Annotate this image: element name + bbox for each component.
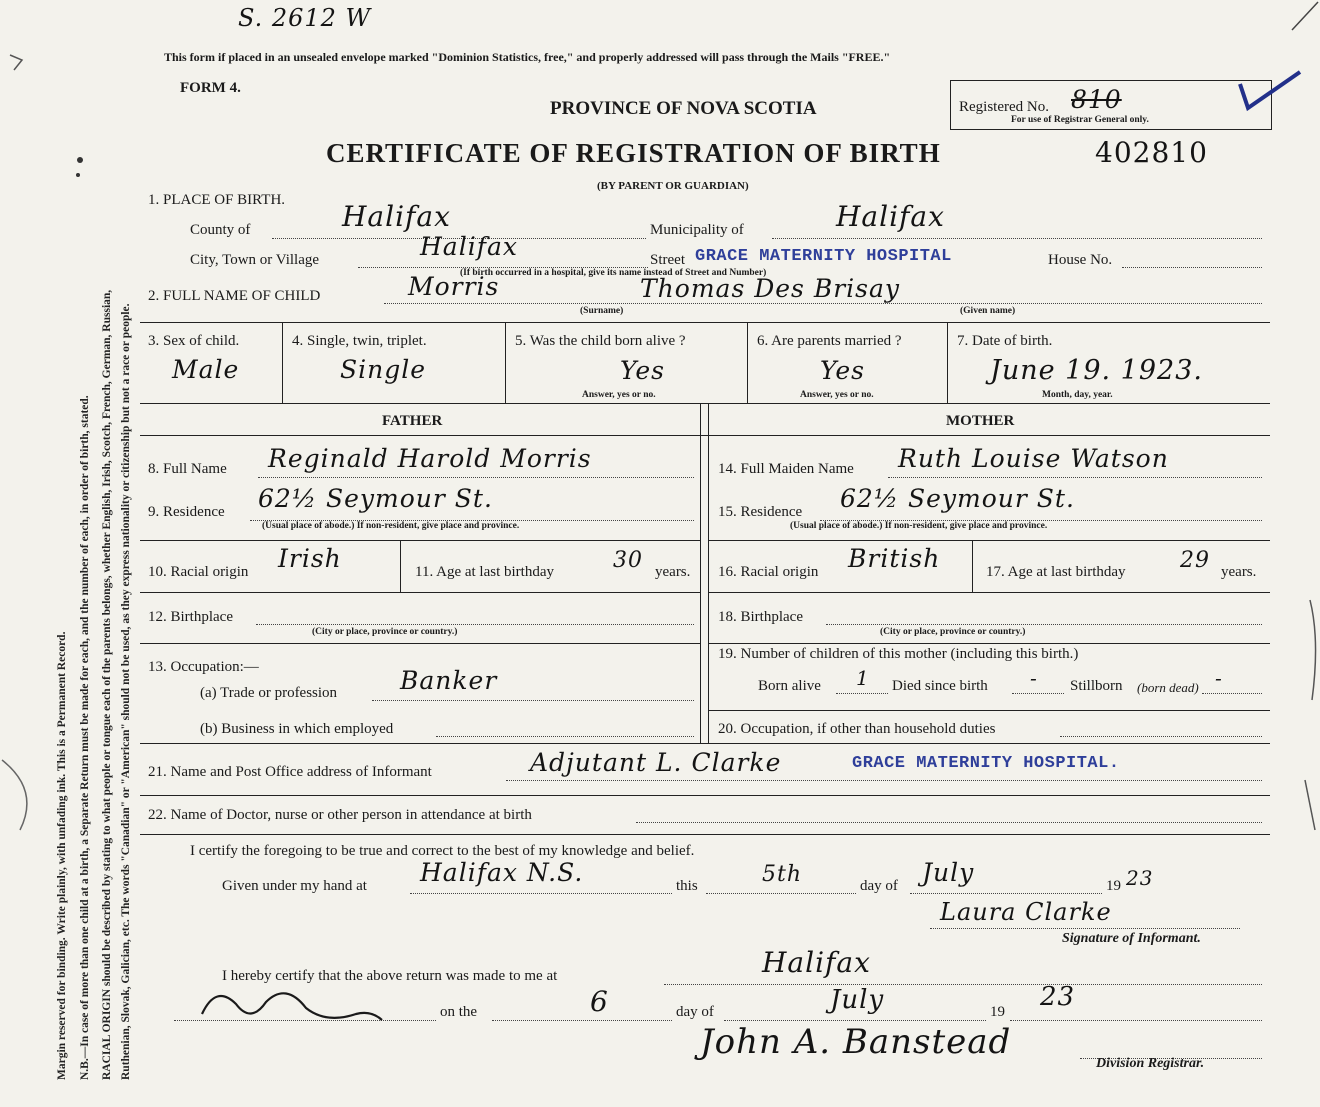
registrar-year: 23	[1040, 982, 1076, 1012]
mother-abode-caption: (Usual place of abode.) If non-resident, give place and province.	[790, 521, 1048, 531]
children-label: 19. Number of children of this mother (including this birth.)	[718, 646, 1079, 662]
mother-name-label: 14. Full Maiden Name	[718, 461, 854, 477]
certificate-title: CERTIFICATE OF REGISTRATION OF BIRTH	[326, 138, 941, 168]
dob-caption: Month, day, year.	[1042, 390, 1113, 400]
given-caption: (Given name)	[960, 306, 1016, 316]
form-number: FORM 4.	[180, 80, 241, 96]
registrar-day: 6	[590, 985, 609, 1018]
margin-note-2: N.B.—In case of more than one child at a birth, a Separate Return must be made for each, and the number of each, in order of birth, stated.	[79, 395, 91, 1080]
dob-value: June 19. 1923.	[990, 355, 1203, 386]
mother-residence: 62½ Seymour St.	[840, 484, 1075, 513]
stillborn-note: (born dead)	[1137, 680, 1199, 695]
surname-caption: (Surname)	[580, 306, 624, 316]
county-value: Halifax	[342, 200, 451, 233]
sex-value: Male	[172, 355, 240, 384]
father-age-label: 11. Age at last birthday	[415, 564, 554, 580]
alive-value: Yes	[620, 356, 665, 385]
informant-label: 21. Name and Post Office address of Informant	[148, 764, 432, 780]
mother-residence-label: 15. Residence	[718, 504, 803, 520]
father-racial: Irish	[278, 544, 342, 573]
punch-marks	[0, 0, 140, 900]
mother-name: Ruth Louise Watson	[898, 444, 1169, 473]
registered-number: 810	[1071, 85, 1122, 114]
county-label: County of	[190, 222, 251, 238]
father-name: Reginald Harold Morris	[268, 444, 592, 473]
hospital-note: (If birth occurred in a hospital, give its name instead of Street and Number)	[460, 268, 767, 278]
trade-label: (a) Trade or profession	[200, 685, 338, 701]
place-heading: 1. PLACE OF BIRTH.	[148, 192, 286, 208]
stillborn-value: -	[1215, 666, 1223, 690]
father-birthplace-label: 12. Birthplace	[148, 609, 233, 625]
child-name-label: 2. FULL NAME OF CHILD	[148, 288, 321, 304]
street-label: Street	[650, 252, 685, 268]
father-occupation-label: 13. Occupation:—	[148, 659, 259, 675]
married-label: 6. Are parents married ?	[757, 333, 902, 349]
doctor-label: 22. Name of Doctor, nurse or other person in attendance at birth	[148, 807, 532, 823]
given-place: Halifax N.S.	[420, 858, 584, 887]
certify-statement: I certify the foregoing to be true and correct to the best of my knowledge and belief.	[190, 843, 695, 859]
city-label: City, Town or Village	[190, 252, 320, 268]
house-label: House No.	[1048, 252, 1113, 268]
registrar-day-of-label: day of	[676, 1004, 714, 1020]
given-day-of-label: day of	[860, 878, 898, 894]
municipality-label: Municipality of	[650, 222, 744, 238]
born-alive-label: Born alive	[758, 678, 821, 694]
margin-note-1: Margin reserved for binding. Write plainly, with unfading ink. This is a Permanent Record.	[56, 631, 68, 1080]
single-value: Single	[340, 355, 427, 384]
mother-birthplace-label: 18. Birthplace	[718, 609, 803, 625]
subtitle: (BY PARENT OR GUARDIAN)	[597, 180, 749, 192]
given-year-prefix: 19	[1106, 878, 1121, 894]
mother-years: years.	[1221, 564, 1257, 580]
mother-age: 29	[1180, 548, 1210, 573]
informant-name: Adjutant L. Clarke	[530, 748, 782, 777]
sex-label: 3. Sex of child.	[148, 333, 240, 349]
registered-label: Registered No.	[959, 99, 1049, 115]
registrar-initials-scribble	[196, 974, 386, 1034]
certificate-number: 402810	[1095, 136, 1208, 169]
alive-label: 5. Was the child born alive ?	[515, 333, 686, 349]
father-residence-label: 9. Residence	[148, 504, 225, 520]
mother-racial-label: 16. Racial origin	[718, 564, 819, 580]
married-value: Yes	[820, 356, 865, 385]
died-value: -	[1030, 666, 1038, 690]
province-heading: PROVINCE OF NOVA SCOTIA	[550, 98, 817, 119]
mother-racial: British	[848, 544, 941, 573]
mother-occupation-label: 20. Occupation, if other than household duties	[718, 721, 996, 737]
informant-signature-caption: Signature of Informant.	[1062, 931, 1201, 946]
registrar-place: Halifax	[762, 946, 871, 979]
mother-birthplace-caption: (City or place, province or country.)	[880, 627, 1026, 637]
registrar-statement: I hereby certify that the above return was made to me at	[222, 968, 558, 984]
mother-heading: MOTHER	[946, 413, 1015, 429]
alive-caption: Answer, yes or no.	[582, 390, 656, 400]
this-label: this	[676, 878, 698, 894]
child-surname: Morris	[408, 272, 500, 301]
given-year: 23	[1126, 866, 1154, 890]
father-residence: 62½ Seymour St.	[258, 484, 493, 513]
registrar-month: July	[830, 985, 885, 1015]
registrar-use-note: For use of Registrar General only.	[1011, 115, 1149, 125]
father-abode-caption: (Usual place of abode.) If non-resident, give place and province.	[262, 521, 520, 531]
margin-note-3: RACIAL ORIGIN should be described by stating to what people or tongue each of the parents belongs, whether English, Irish, Scotch, French, German, Russian,	[101, 289, 113, 1080]
given-under-label: Given under my hand at	[222, 878, 367, 894]
single-label: 4. Single, twin, triplet.	[292, 333, 427, 349]
registrar-signature: John A. Banstead	[700, 1022, 1012, 1062]
died-label: Died since birth	[892, 678, 988, 694]
margin-note-4: Ruthenian, Slovak, Galician, etc. The words "Canadian" or "American" should not be used, as they express nationality or citizenship but not a race or people.	[120, 303, 132, 1080]
father-age: 30	[613, 548, 643, 573]
registrar-year-prefix: 19	[990, 1004, 1005, 1020]
given-day: 5th	[762, 862, 803, 887]
father-racial-label: 10. Racial origin	[148, 564, 249, 580]
mother-age-label: 17. Age at last birthday	[986, 564, 1126, 580]
trade-value: Banker	[400, 666, 498, 695]
informant-signature: Laura Clarke	[940, 898, 1112, 926]
on-the-label: on the	[440, 1004, 478, 1020]
business-label: (b) Business in which employed	[200, 721, 394, 737]
edge-marks	[1290, 0, 1320, 1107]
born-alive-value: 1	[856, 666, 870, 690]
dob-label: 7. Date of birth.	[957, 333, 1053, 349]
registered-box	[950, 80, 1272, 130]
father-heading: FATHER	[382, 413, 443, 429]
stillborn-label: Stillborn	[1070, 678, 1123, 694]
municipality-value: Halifax	[836, 200, 945, 233]
father-name-label: 8. Full Name	[148, 461, 227, 477]
child-given-name: Thomas Des Brisay	[640, 274, 901, 303]
mail-notice: This form if placed in an unsealed envelope marked "Dominion Statistics, free," and properly addressed will pass through the Mails "FREE."	[164, 50, 891, 64]
street-stamp: GRACE MATERNITY HOSPITAL	[695, 247, 952, 266]
father-years: years.	[655, 564, 691, 580]
informant-address-stamp: GRACE MATERNITY HOSPITAL.	[852, 754, 1120, 773]
file-reference: S. 2612 W	[238, 4, 372, 32]
father-birthplace-caption: (City or place, province or country.)	[312, 627, 458, 637]
registrar-caption: Division Registrar.	[1096, 1056, 1205, 1071]
married-caption: Answer, yes or no.	[800, 390, 874, 400]
city-value: Halifax	[420, 232, 518, 261]
given-month: July	[922, 858, 975, 887]
